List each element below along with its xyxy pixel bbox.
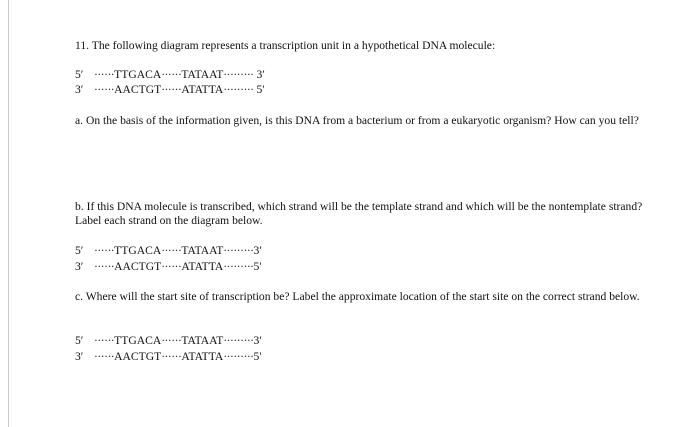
strand-end-label: 3′ bbox=[253, 68, 265, 81]
strand-end-label: 3′ bbox=[253, 334, 262, 347]
strand-end-label: 5′ bbox=[253, 83, 265, 96]
minus35-sequence: AACTGT bbox=[114, 260, 162, 273]
spacer-dots: ········· bbox=[223, 334, 254, 347]
spacer-dots: ······ bbox=[161, 334, 182, 347]
minus35-sequence: TTGACA bbox=[114, 334, 162, 347]
minus10-sequence: TATAAT bbox=[181, 244, 224, 257]
spacer-dots: ········· bbox=[223, 83, 254, 96]
diagram-1-bottom-strand bbox=[75, 83, 265, 97]
spacer-dots: ······ bbox=[161, 244, 182, 257]
minus10-sequence: TATAAT bbox=[181, 334, 224, 347]
spacer-dots: ······ bbox=[94, 260, 115, 273]
strand-end-label: 5′ bbox=[75, 244, 84, 257]
page-left-border bbox=[8, 0, 9, 427]
strand-end-label: 5′ bbox=[75, 68, 84, 81]
strand-end-label: 5' bbox=[253, 260, 262, 273]
spacer-dots: ······ bbox=[161, 83, 182, 96]
minus35-sequence: AACTGT bbox=[114, 350, 162, 363]
spacer-dots: ········· bbox=[223, 350, 254, 363]
strand-end-label: 5' bbox=[253, 350, 262, 363]
spacer-dots: ······ bbox=[94, 68, 115, 81]
diagram-2-top-strand bbox=[75, 244, 262, 258]
minus10-sequence: ATATTA bbox=[181, 260, 224, 273]
spacer-dots: ······ bbox=[94, 350, 115, 363]
diagram-3-top-strand bbox=[75, 334, 262, 348]
diagram-1-top-strand bbox=[75, 68, 265, 82]
minus10-sequence: ATATTA bbox=[181, 83, 224, 96]
question-part-c: c. Where will the start site of transcription be? Label the approximate location of the start site on the correct strand below. bbox=[75, 290, 640, 303]
spacer-dots: ······ bbox=[161, 350, 182, 363]
spacer-dots: ········· bbox=[223, 244, 254, 257]
minus35-sequence: AACTGT bbox=[114, 83, 162, 96]
spacer-dots: ······ bbox=[94, 83, 115, 96]
strand-end-label: 3′ bbox=[75, 260, 84, 273]
question-title: 11. The following diagram represents a transcription unit in a hypothetical DNA molecule: bbox=[75, 39, 496, 52]
spacer-dots: ······ bbox=[94, 334, 115, 347]
spacer-dots: ······ bbox=[161, 68, 182, 81]
minus35-sequence: TTGACA bbox=[114, 244, 162, 257]
strand-end-label: 5′ bbox=[75, 334, 84, 347]
strand-end-label: 3′ bbox=[253, 244, 262, 257]
diagram-3-bottom-strand bbox=[75, 350, 261, 364]
minus10-sequence: ATATTA bbox=[181, 350, 224, 363]
spacer-dots: ········· bbox=[223, 68, 254, 81]
diagram-2-bottom-strand bbox=[75, 260, 261, 274]
question-part-b-line1: b. If this DNA molecule is transcribed, which strand will be the template strand and which will be the nontemplate strand? bbox=[75, 200, 643, 213]
strand-end-label: 3′ bbox=[75, 350, 84, 363]
question-part-a: a. On the basis of the information given, is this DNA from a bacterium or from a eukaryotic organism? How can you tell? bbox=[75, 114, 639, 127]
minus35-sequence: TTGACA bbox=[114, 68, 162, 81]
question-part-b-line2: Label each strand on the diagram below. bbox=[75, 214, 263, 227]
spacer-dots: ······ bbox=[161, 260, 182, 273]
spacer-dots: ······ bbox=[94, 244, 115, 257]
strand-end-label: 3′ bbox=[75, 83, 84, 96]
spacer-dots: ········· bbox=[223, 260, 254, 273]
minus10-sequence: TATAAT bbox=[181, 68, 224, 81]
